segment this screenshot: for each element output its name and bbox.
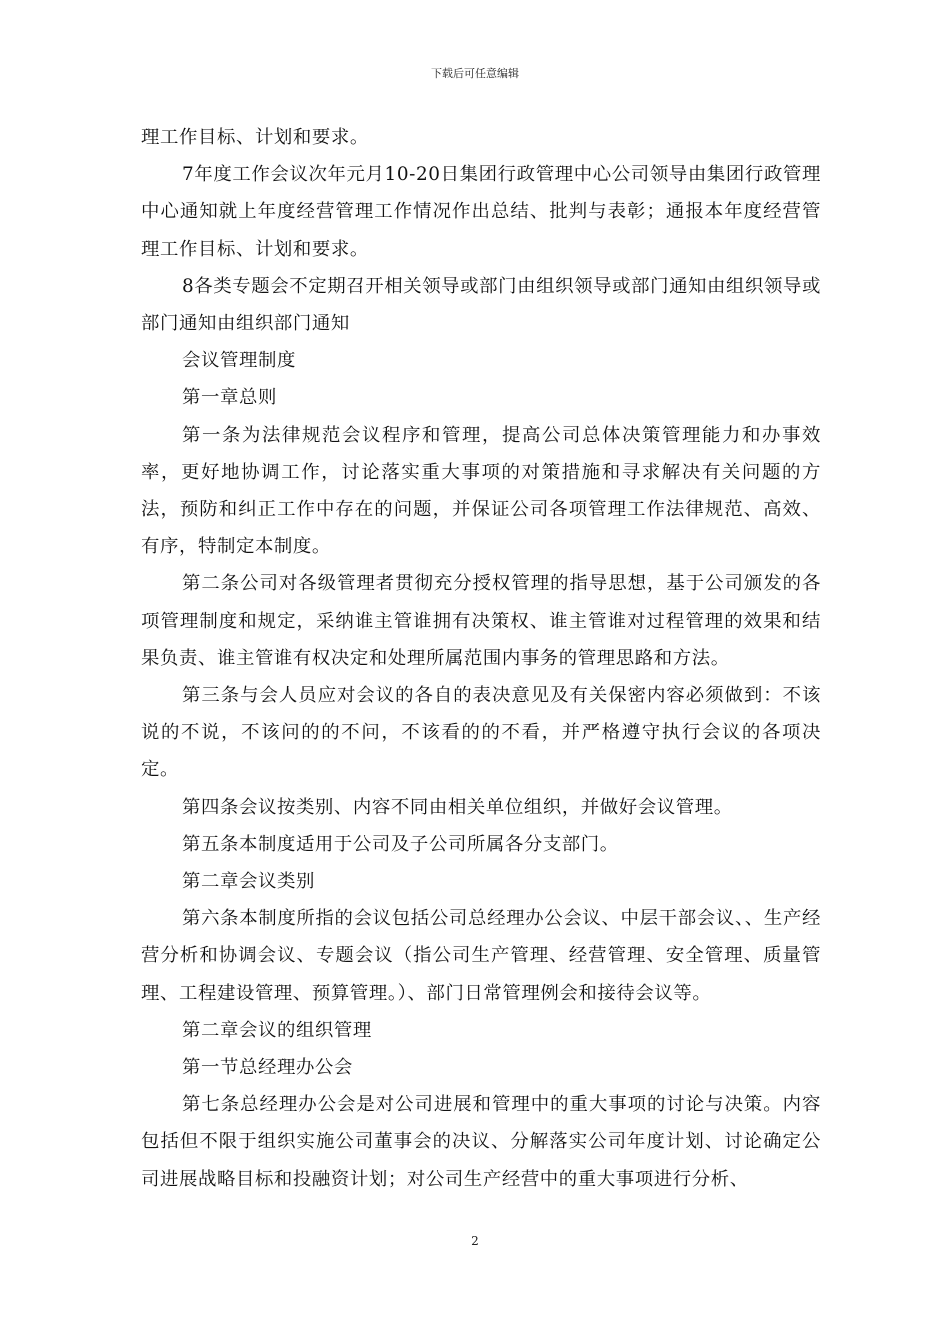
article-3: 第三条与会人员应对会议的各自的表决意见及有关保密内容必须做到：不该说的不说，不该问的的不问，不该看的的不看，并严格遵守执行会议的各项决定。: [141, 685, 821, 781]
document-body: [141, 119, 821, 1198]
section-heading-1: 第一节总经理办公会: [182, 1057, 353, 1079]
paragraph-1: 理工作目标、计划和要求。: [141, 127, 369, 148]
article-2: 第二条公司对各级管理者贯彻充分授权管理的指导思想，基于公司颁发的各项管理制度和规定，采纳谁主管谁拥有决策权、谁主管谁对过程管理的效果和结果负责、谁主管谁有权决定和处理所属范围内事务的管理思路和方法。: [141, 573, 821, 669]
page-header: 下载后可任意编辑: [431, 67, 519, 80]
paragraph-2: 7年度工作会议次年元月10-20日集团行政管理中心公司领导由集团行政管理中心通知就上年度经营管理工作情况作出总结、批判与表彰；通报本年度经营管理工作目标、计划和要求。: [141, 164, 821, 260]
chapter-heading-3: 第二章会议的组织管理: [182, 1019, 372, 1041]
article-5: 第五条本制度适用于公司及子公司所属各分支部门。: [182, 833, 619, 855]
page-number: 2: [471, 1234, 479, 1248]
article-4: 第四条会议按类别、内容不同由相关单位组织，并做好会议管理。: [182, 796, 733, 818]
section-title: 会议管理制度: [182, 350, 296, 372]
article-6: 第六条本制度所指的会议包括公司总经理办公会议、中层干部会议、、生产经营分析和协调会议、专题会议（指公司生产管理、经营管理、安全管理、质量管理、工程建设管理、预算管理。）、部门日常管理例会和接待会议等。: [141, 908, 821, 1004]
chapter-heading-1: 第一章总则: [182, 387, 277, 409]
article-1: 第一条为法律规范会议程序和管理，提高公司总体决策管理能力和办事效率，更好地协调工作，讨论落实重大事项的对策措施和寻求解决有关问题的方法，预防和纠正工作中存在的问题，并保证公司各项管理工作法律规范、高效、有序，特制定本制度。: [141, 424, 821, 558]
chapter-heading-2: 第二章会议类别: [182, 871, 315, 893]
paragraph-3: 8各类专题会不定期召开相关领导或部门由组织领导或部门通知由组织领导或部门通知由组织部门通知: [141, 275, 821, 335]
article-7: 第七条总经理办公会是对公司进展和管理中的重大事项的讨论与决策。内容包括但不限于组织实施公司董事会的决议、分解落实公司年度计划、讨论确定公司进展战略目标和投融资计划；对公司生产经营中的重大事项进行分析、: [141, 1094, 821, 1190]
